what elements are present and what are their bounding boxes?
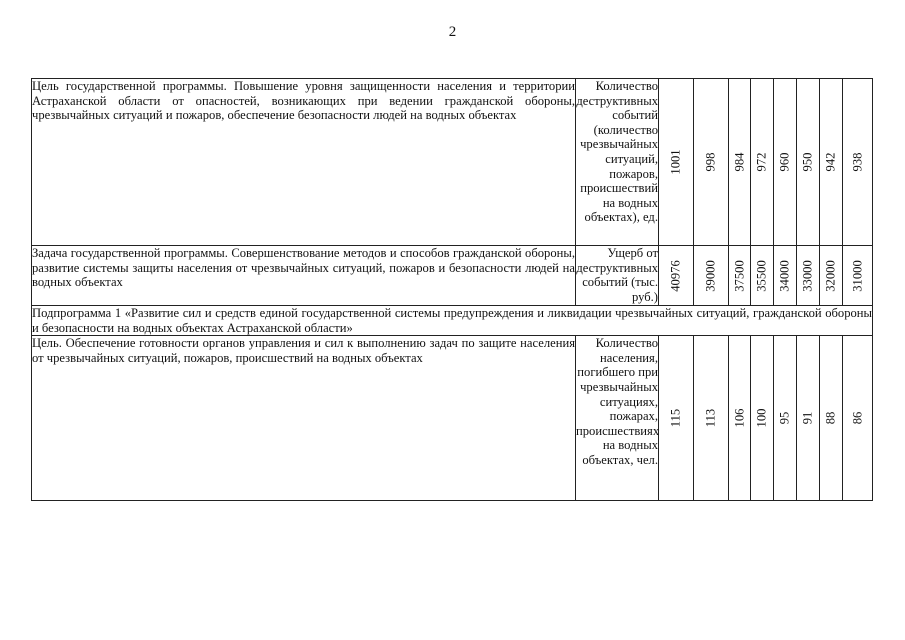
value-cell <box>751 79 774 246</box>
value-cell <box>774 246 797 306</box>
value-text: 95 <box>777 411 792 425</box>
value-text: 960 <box>777 152 792 172</box>
value-cell <box>820 79 843 246</box>
row-indicator: Количество населения, погибшего при чрезвычайных ситуациях, пожарах, происшествиях на водных объектах, чел. <box>576 336 659 501</box>
row-description: Цель государственной программы. Повышение уровня защищенности населения и территории Астраханской области от опасностей, возникающих при ведении гражданской обороны, чрезвычайных ситуаций и пожаров, обеспечение безопасности людей на водных объектах <box>32 79 576 246</box>
value-cell <box>694 79 729 246</box>
value-cell <box>659 246 694 306</box>
indicators-table <box>31 78 873 501</box>
value-cell <box>694 246 729 306</box>
row-indicator: Количество деструктивных событий (количество чрезвычайных ситуаций, пожаров, происшествий на водных объектах), ед. <box>576 79 659 246</box>
value-cell <box>774 79 797 246</box>
value-cell <box>820 336 843 501</box>
value-text: 31000 <box>850 259 865 292</box>
value-cell <box>729 336 751 501</box>
value-cell <box>797 79 820 246</box>
value-cell <box>797 246 820 306</box>
row-description: Цель. Обеспечение готовности органов управления и сил к выполнению задач по защите населения от чрезвычайных ситуаций, пожаров, происшествий на водных объектах <box>32 336 576 501</box>
value-cell <box>729 246 751 306</box>
value-text: 88 <box>823 411 838 425</box>
value-cell <box>751 246 774 306</box>
value-text: 998 <box>703 152 718 172</box>
value-cell <box>659 79 694 246</box>
page-number: 2 <box>448 24 457 40</box>
table-row <box>32 306 873 336</box>
value-text: 938 <box>850 152 865 172</box>
row-indicator: Ущерб от деструктивных событий (тыс. руб.) <box>576 246 658 304</box>
value-text: 40976 <box>668 259 683 292</box>
value-cell <box>659 336 694 501</box>
value-cell <box>843 79 873 246</box>
value-text: 106 <box>732 408 747 428</box>
value-text: 115 <box>668 408 683 428</box>
value-text: 984 <box>732 152 747 172</box>
value-cell <box>820 246 843 306</box>
table-row <box>32 79 873 246</box>
table-row <box>32 246 873 306</box>
value-text: 942 <box>823 152 838 172</box>
value-text: 1001 <box>668 149 683 175</box>
value-cell <box>797 336 820 501</box>
value-cell <box>751 336 774 501</box>
value-text: 35500 <box>754 259 769 292</box>
value-cell <box>694 336 729 501</box>
subprogram-title: Подпрограмма 1 «Развитие сил и средств единой государственной системы предупреждения и ликвидации чрезвычайных ситуаций, гражданской обороны и безопасности на водных объектах Астраханской области» <box>32 306 872 335</box>
value-cell <box>843 336 873 501</box>
value-text: 86 <box>850 411 865 425</box>
value-text: 100 <box>754 408 769 428</box>
value-text: 91 <box>800 411 815 425</box>
value-text: 39000 <box>703 259 718 292</box>
value-text: 34000 <box>777 259 792 292</box>
value-text: 32000 <box>823 259 838 292</box>
value-text: 950 <box>800 152 815 172</box>
row-description: Задача государственной программы. Совершенствование методов и способов гражданской обороны, развитие системы защиты населения от чрезвычайных ситуаций, пожаров и безопасности людей на водных объектах <box>32 246 576 306</box>
table-row <box>32 336 873 501</box>
value-cell <box>729 79 751 246</box>
value-text: 113 <box>703 408 718 428</box>
value-cell <box>774 336 797 501</box>
value-text: 972 <box>754 152 769 172</box>
value-text: 33000 <box>800 259 815 292</box>
value-text: 37500 <box>732 259 747 292</box>
value-cell <box>843 246 873 306</box>
